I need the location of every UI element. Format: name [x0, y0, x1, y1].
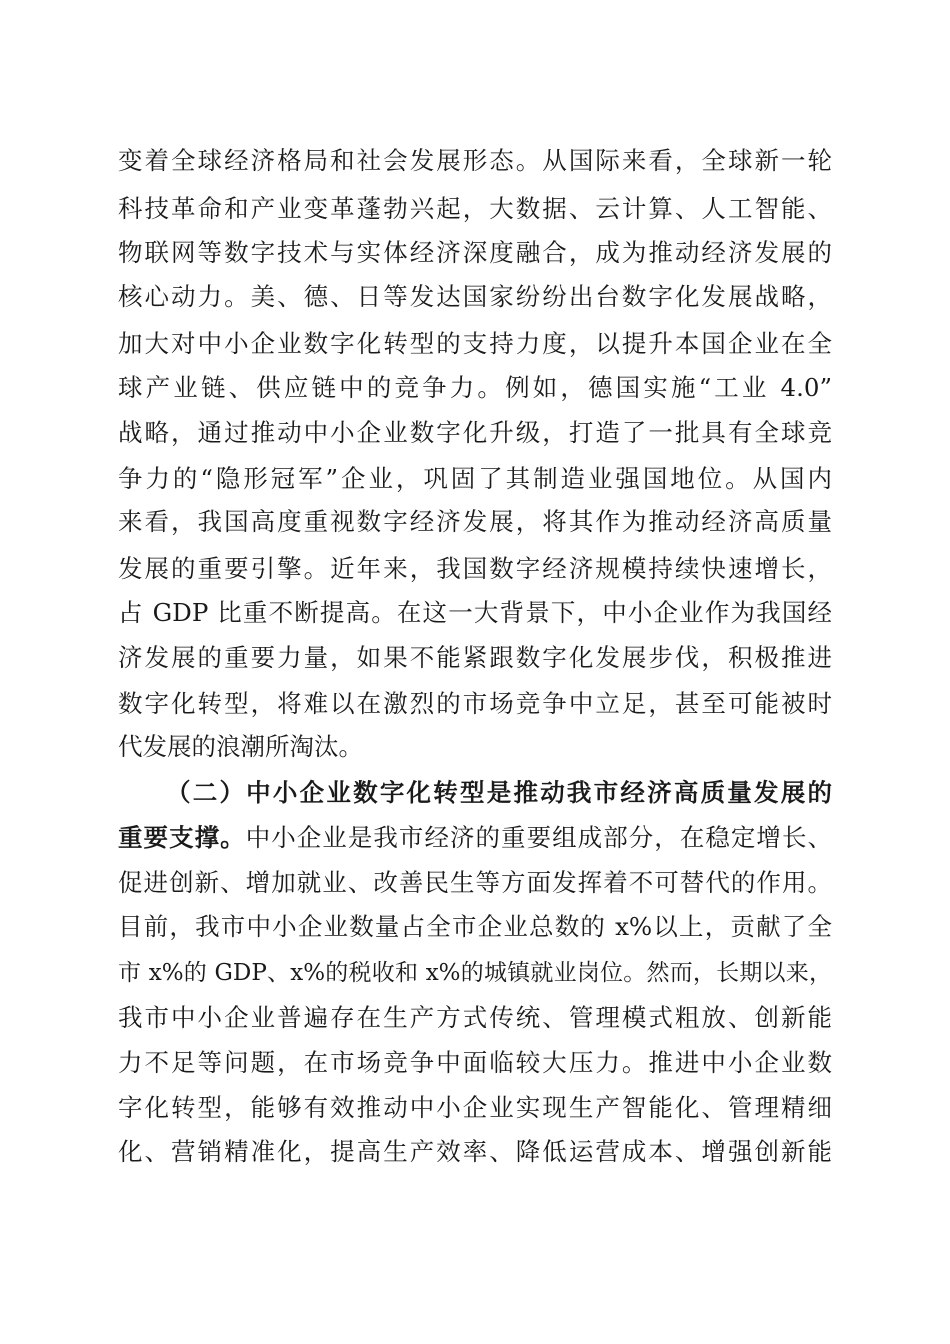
body-text-line: 占 GDP 比重不断提高。在这一大背景下，中小企业作为我国经 — [118, 598, 832, 627]
section-heading: （二）中小企业数字化转型是推动我市经济高质量发展的 — [166, 778, 832, 807]
body-text-line: 字化转型，能够有效推动中小企业实现生产智能化、管理精细 — [118, 1093, 832, 1122]
body-text-line: 变着全球经济格局和社会发展形态。从国际来看，全球新一轮 — [118, 146, 832, 175]
body-text-line: 加大对中小企业数字化转型的支持力度，以提升本国企业在全 — [118, 329, 832, 358]
body-text-line: 核心动力。美、德、日等发达国家纷纷出台数字化发展战略， — [118, 282, 832, 311]
body-text-line: 发展的重要引擎。近年来，我国数字经济规模持续快速增长， — [118, 554, 832, 583]
body-text-line: 来看，我国高度重视数字经济发展，将其作为推动经济高质量 — [118, 507, 832, 536]
body-text-line: 争力的“隐形冠军”企业，巩固了其制造业强国地位。从国内 — [118, 464, 832, 493]
body-text-line: 目前，我市中小企业数量占全市企业总数的 x%以上，贡献了全 — [118, 912, 832, 941]
section-heading-end: 重要支撑。 — [118, 823, 246, 852]
body-text-line: 战略，通过推动中小企业数字化升级，打造了一批具有全球竞 — [118, 418, 832, 447]
body-text-line — [118, 818, 832, 858]
body-text-span: 中小企业是我市经济的重要组成部分，在稳定增长、 — [245, 823, 832, 852]
body-text-line: 科技革命和产业变革蓬勃兴起，大数据、云计算、人工智能、 — [118, 194, 832, 223]
body-text-line: 促进创新、增加就业、改善民生等方面发挥着不可替代的作用。 — [118, 868, 832, 897]
body-text-line: 球产业链、供应链中的竞争力。例如，德国实施“工业 4.0” — [118, 373, 832, 402]
body-text-line: 力不足等问题，在市场竞争中面临较大压力。推进中小企业数 — [118, 1048, 832, 1077]
body-text-line: 物联网等数字技术与实体经济深度融合，成为推动经济发展的 — [118, 238, 832, 267]
body-text-line: 数字化转型，将难以在激烈的市场竞争中立足，甚至可能被时 — [118, 689, 832, 718]
body-text-line: 济发展的重要力量，如果不能紧跟数字化发展步伐，积极推进 — [118, 643, 832, 672]
body-text-line: 化、营销精准化，提高生产效率、降低运营成本、增强创新能 — [118, 1137, 832, 1166]
body-text-line: 代发展的浪潮所淘汰。 — [118, 732, 363, 761]
body-text-line: 我市中小企业普遍存在生产方式传统、管理模式粗放、创新能 — [118, 1003, 832, 1032]
body-text-line: 市 x%的 GDP、x%的税收和 x%的城镇就业岗位。然而，长期以来， — [118, 960, 832, 986]
